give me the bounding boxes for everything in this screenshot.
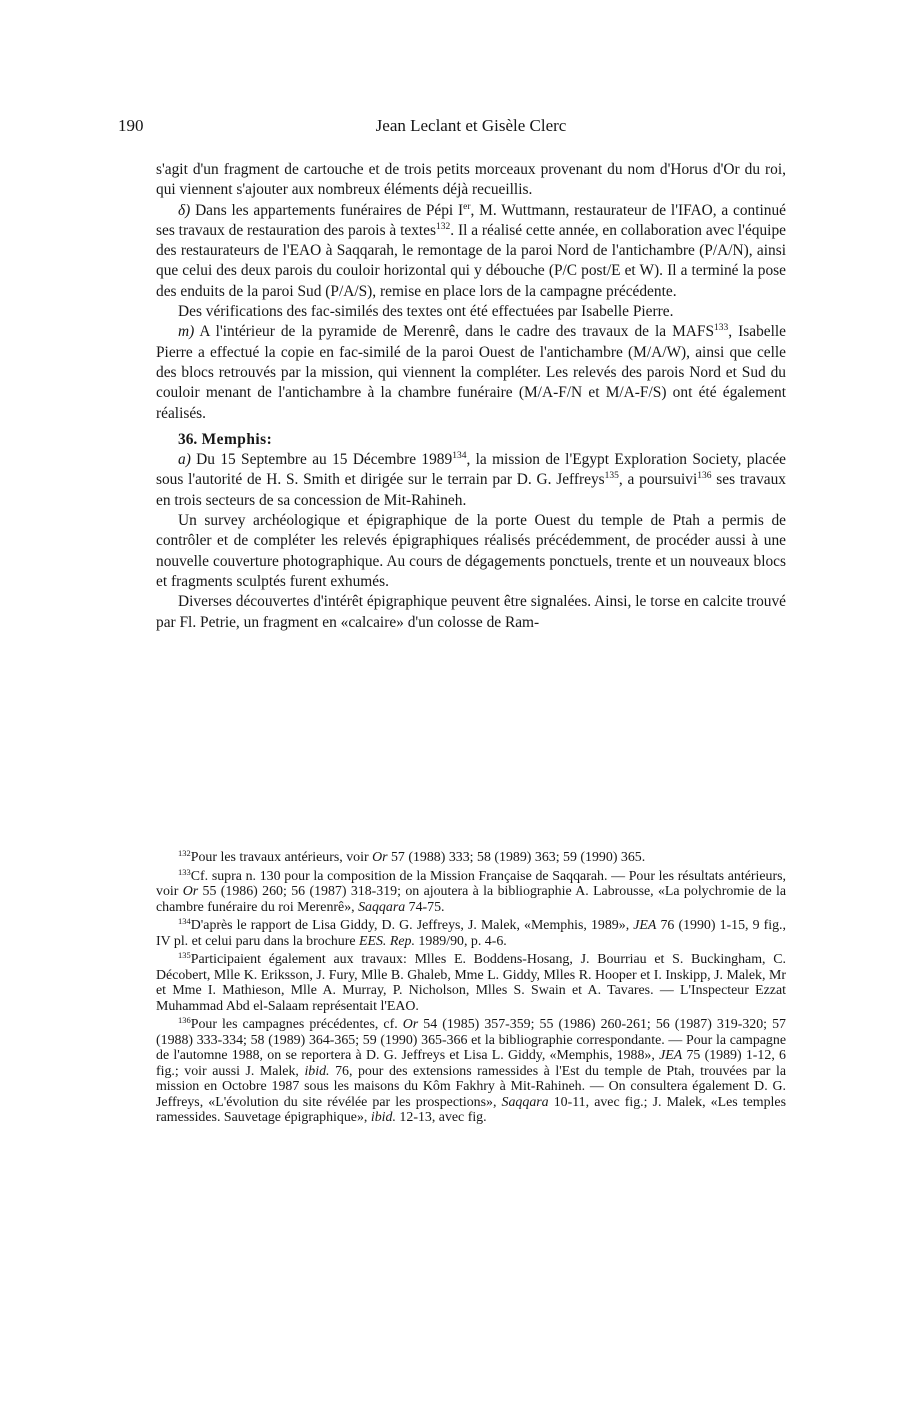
ordinal-superscript: er — [463, 201, 471, 212]
paragraph-pepi: δ) Dans les appartements funéraires de Pépi Ier, M. Wuttmann, restaurateur de l'IFAO, a continué ses travaux de restauration des parois à textes$^{132}$. Il a réalisé cette année, en collaboration avec l'équipe des restaurateurs de l'EAO à Saqqarah, le remontage de la paroi Nord de l'antichambre (P/A/N), ainsi que celui des deux parois du couloir horizontal qui y débouche (P/C post/E et W). Il a terminé la pose des enduits de la paroi Sud (P/A/S), remise en place lors de la campagne précédente. — [156, 201, 786, 300]
paragraph-survey: Un survey archéologique et épigraphique de la porte Ouest du temple de Ptah a permis de contrôler et de compléter les relevés épigraphiques réalisés précédemment, de procéder aussi à une nouvelle couverture photographique. Au cours de dégagements ponctuels, trente et un nouveaux blocs et fragments sculptés furent exhumés. — [156, 512, 786, 590]
page-number: 190 — [118, 116, 144, 135]
footnote-ref-132[interactable]: 132 — [436, 221, 451, 232]
running-title: Jean Leclant et Gisèle Clerc — [375, 116, 567, 135]
footnote-135: $^{135}$Participaient également aux travaux: Mlles E. Boddens-Hosang, J. Bourriau et S. Buckingham, C. Décobert, Mlle K. Eriksson, J. Fury, Mlle B. Ghaleb, Mme L. Giddy, Mlles R. Hooper et I. Inskipp, J. Malek, Mr et Mme I. Mathieson, Mlle A. Murray, P. Nicholson, Mlles S. Swain et A. Tavares. — L'Inspecteur Ezzat Muhammad Abd el-Salaam représentait l'EAO. — [156, 950, 786, 1014]
paragraph-memphis-mission: a) Du 15 Septembre au 15 Décembre 1989$^{134}$, la mission de l'Egypt Exploration Society, placée sous l'autorité de H. S. Smith et dirigée sur le terrain par D. G. Jeffreys$^{135}$, a poursuivi$^{136}$ ses travaux en trois secteurs de sa concession de Mit-Rahineh. — [156, 451, 786, 509]
footnote-ref-135[interactable]: 135 — [604, 471, 619, 482]
footnote-number: 132 — [178, 848, 191, 858]
section-number: 36. — [178, 430, 198, 448]
footnote-number: 135 — [178, 950, 191, 960]
footnote-number: 134 — [178, 916, 191, 926]
item-marker: m) — [178, 323, 195, 341]
footnote-132: $^{132}$Pour les travaux antérieurs, voir Or 57 (1988) 333; 58 (1989) 363; 59 (1990) 365. — [178, 848, 646, 865]
footnote-133: $^{133}$Cf. supra n. 130 pour la composition de la Mission Française de Saqqarah. — Pour les résultats antérieurs, voir Or 55 (1986) 260; 56 (1987) 318-319; on ajoutera à la bibliographie A. Labrousse, «La polychromie de la chambre funéraire du roi Merenrê», Saqqara 74-75. — [156, 866, 786, 915]
body-text — [156, 160, 786, 633]
paragraph-continuation: s'agit d'un fragment de cartouche et de trois petits morceaux provenant du nom d'Horus d'Or du roi, qui viennent s'ajouter aux nombreux éléments déjà recueillis. — [156, 161, 786, 199]
paragraph-merenre: m) A l'intérieur de la pyramide de Merenrê, dans le cadre des travaux de la MAFS$^{133}$, Isabelle Pierre a effectué la copie en fac-similé de la paroi Ouest de l'antichambre (M/A/W), ainsi que celle des blocs retrouvés par la mission, qui viennent la compléter. Les relevés des parois Nord et Sud du couloir menant de l'antichambre à la chambre funéraire (M/A-F/N et M/A-F/S) ont été également réalisés. — [156, 323, 786, 422]
footnote-number: 133 — [178, 866, 191, 877]
page-header — [118, 112, 786, 142]
footnote-number: 136 — [178, 1015, 191, 1025]
page — [118, 112, 786, 633]
footnote-136: $^{136}$Pour les campagnes précédentes, cf. Or 54 (1985) 357-359; 55 (1986) 260-261; 56 (1987) 319-320; 57 (1988) 333-334; 58 (1989) 364-365; 59 (1990) 365-366 et la bibliographie correspondante. — Pour la campagne de l'automne 1988, on se reportera à D. G. Jeffreys et Lisa L. Giddy, «Memphis, 1988», JEA 75 (1989) 1-12, 6 fig.; voir aussi J. Malek, ibid. 76, pour des extensions ramessides à l'Est du temple de Ptah, trouvées par la mission en Octobre 1987 sous les maisons du Kôm Fakhry à Mit-Rahineh. — On consultera également D. G. Jeffreys, «L'évolution du site révélée par les prospections», Saqqara 10-11, avec fig.; J. Malek, «Les temples ramessides. Sauvetage épigraphique», ibid. 12-13, avec fig. — [156, 1015, 786, 1125]
item-marker: δ) — [178, 201, 191, 219]
footnote-ref-136[interactable]: 136 — [697, 471, 712, 482]
paragraph-verifications: Des vérifications des fac-similés des textes ont été effectuées par Isabelle Pierre. — [178, 303, 674, 321]
item-marker: a) — [178, 451, 191, 469]
paragraph-discoveries: Diverses découvertes d'intérêt épigraphique peuvent être signalées. Ainsi, le torse en calcite trouvé par Fl. Petrie, un fragment en «calcaire» d'un colosse de Ram- — [156, 593, 786, 631]
footnotes — [156, 850, 786, 1129]
section-heading-memphis — [156, 430, 786, 450]
section-title: Memphis: — [197, 430, 273, 448]
footnote-ref-134[interactable]: 134 — [452, 451, 467, 462]
footnote-ref-133[interactable]: 133 — [714, 323, 729, 334]
footnote-134: $^{134}$D'après le rapport de Lisa Giddy, D. G. Jeffreys, J. Malek, «Memphis, 1989», JEA 76 (1990) 1-15, 9 fig., IV pl. et celui paru dans la brochure EES. Rep. 1989/90, p. 4-6. — [156, 916, 786, 949]
